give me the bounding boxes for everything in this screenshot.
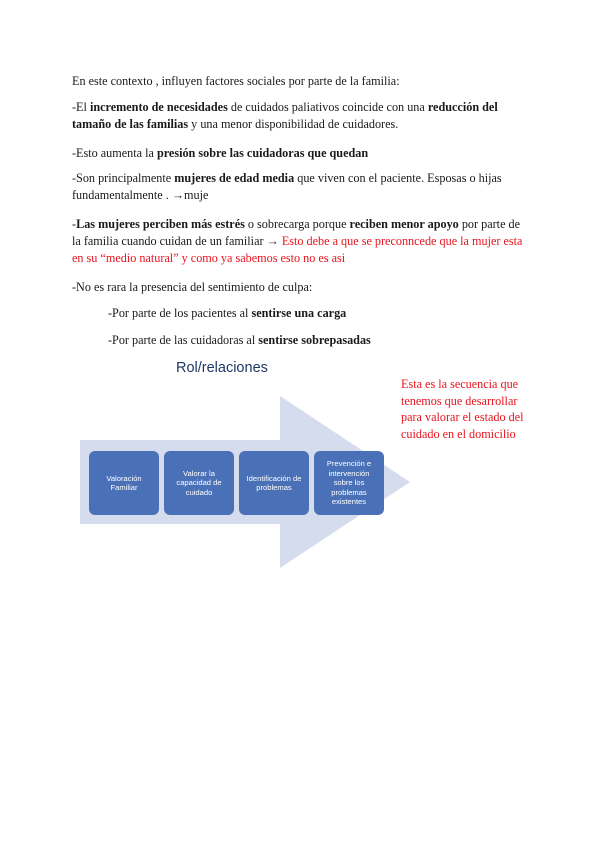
text: - — [72, 217, 77, 231]
paragraph-women — [72, 170, 527, 204]
bold-text: reciben menor apoyo — [349, 217, 459, 231]
text: -Son principalmente — [72, 171, 175, 185]
side-note: Esta es la secuencia que tenemos que desarrollar para valorar el estado del cuidado en el domicilio — [401, 377, 524, 441]
diagram-title: Rol/relaciones — [176, 360, 268, 376]
text: -Por parte de los pacientes al — [108, 306, 252, 320]
paragraph-caregivers — [108, 332, 563, 349]
text: por parte de la familia cuando cuidan de un familiar → — [72, 217, 521, 248]
text: -Por parte de las cuidadoras al — [108, 333, 259, 347]
text: de cuidados paliativos coincide con una — [227, 100, 428, 114]
text: que viven con el paciente. Esposas o hijas fundamentalmente . →muje — [72, 171, 502, 202]
text: -El — [72, 100, 90, 114]
step-box: Valoración Familiar — [89, 451, 159, 515]
intro-paragraph: En este contexto , influyen factores sociales por parte de la familia: — [72, 74, 400, 88]
bold-text: mujeres de edad media — [174, 171, 295, 185]
text: -Esto aumenta la — [72, 146, 157, 160]
bold-text: sentirse sobrepasadas — [258, 333, 371, 347]
bold-text: presión sobre las cuidadoras que quedan — [156, 146, 369, 160]
bold-text: reducción del tamaño de las familias — [72, 100, 498, 131]
paragraph-needs — [72, 99, 527, 133]
paragraph-patients — [108, 305, 563, 322]
text: y una menor disponibilidad de cuidadores. — [188, 117, 399, 131]
red-annotation: Esto debe a que se preconncede que la mujer esta en su “medio natural” y como ya sabemos esto no es asi — [72, 234, 523, 265]
step-box: Identificación de problemas — [239, 451, 309, 515]
step-box: Prevención e intervención sobre los problemas existentes — [314, 451, 384, 515]
paragraph-pressure — [72, 145, 527, 162]
text: o sobrecarga porque — [244, 217, 350, 231]
paragraph-guilt: -No es rara la presencia del sentimiento de culpa: — [72, 280, 313, 294]
paragraph-stress — [72, 216, 527, 267]
bold-text: Las mujeres perciben más estrés — [76, 217, 245, 231]
bold-text: sentirse una carga — [251, 306, 347, 320]
bold-text: incremento de necesidades — [89, 100, 228, 114]
step-box: Valorar la capacidad de cuidado — [164, 451, 234, 515]
